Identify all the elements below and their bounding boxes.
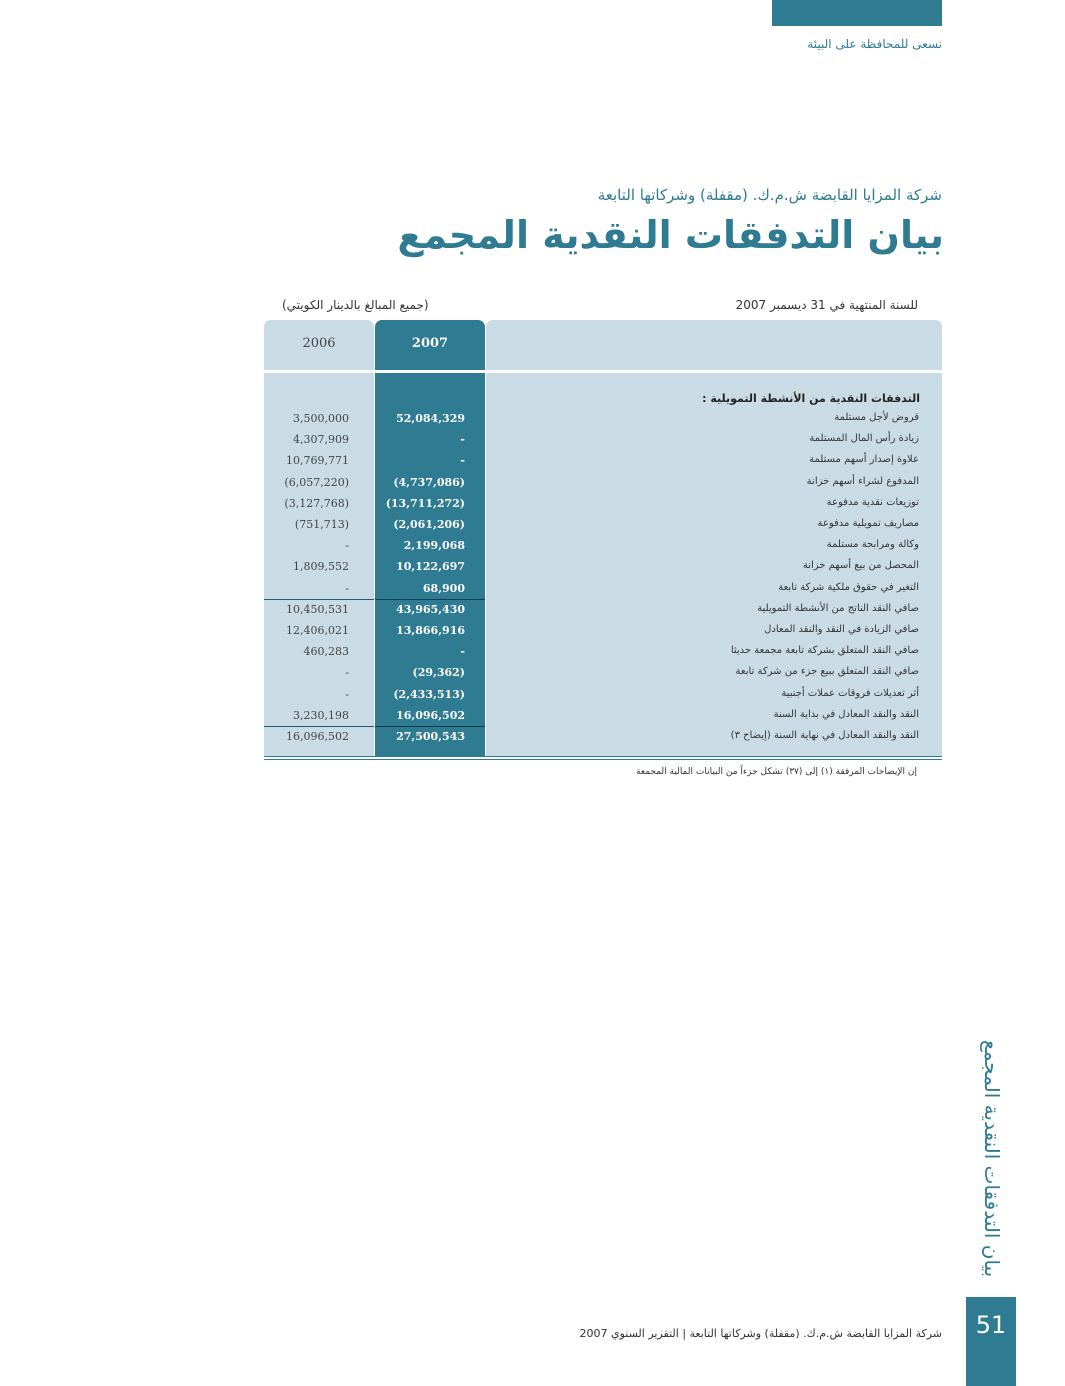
subtotal-rule — [264, 599, 374, 600]
value-2007: 10,122,697 — [396, 560, 465, 574]
row-label: توزيعات نقدية مدفوعة — [826, 496, 919, 508]
table-row — [264, 493, 942, 514]
value-2006: (6,057,220) — [284, 475, 349, 489]
subtotal-rule — [375, 726, 485, 727]
value-2006: 3,230,198 — [293, 708, 349, 722]
year-header-2006: 2006 — [302, 336, 336, 351]
value-2006: (3,127,768) — [284, 496, 349, 510]
row-label: علاوة إصدار أسهم مستلمة — [809, 454, 919, 466]
value-2006: - — [345, 666, 349, 680]
row-label: قروض لأجل مستلمة — [834, 412, 919, 423]
row-label: مصاريف تمويلية مدفوعة — [817, 518, 919, 529]
value-2007: (4,737,086) — [393, 475, 465, 489]
value-2007: 43,965,430 — [396, 602, 465, 616]
side-title: بيان التدفقات النقدية المجمع — [980, 1040, 1004, 1278]
value-2006: 460,283 — [303, 645, 349, 659]
value-2006: 4,307,909 — [293, 433, 349, 447]
table-row — [264, 705, 942, 726]
table-row — [264, 684, 942, 705]
value-2006: 16,096,502 — [286, 730, 349, 743]
table-bottom-rule — [264, 759, 942, 760]
row-label: النقد والنقد المعادل في بداية السنة — [773, 708, 919, 720]
value-2006: 12,406,021 — [286, 624, 349, 637]
subtotal-rule — [264, 726, 374, 727]
row-label: صافي الزيادة في النقد والنقد المعادل — [764, 624, 919, 635]
value-2007: 2,199,068 — [403, 539, 465, 553]
table-bottom-rule — [264, 756, 942, 757]
table-row — [264, 556, 942, 577]
table-row — [264, 599, 942, 620]
table-row — [264, 662, 942, 683]
row-label: المحصل من بيع أسهم خزانة — [802, 560, 919, 572]
row-label: وكالة ومرابحة مستلمة — [826, 539, 919, 551]
value-2006: - — [345, 687, 349, 701]
value-2007: 68,900 — [422, 581, 465, 595]
table-row — [264, 472, 942, 493]
value-2007: 16,096,502 — [396, 708, 465, 722]
row-label: النقد والنقد المعادل في نهاية السنة (إيضاح ٣) — [730, 730, 919, 741]
section-heading: التدفقات النقدية من الأنشطة التمويلية : — [702, 392, 920, 405]
year-header-2007: 2007 — [411, 336, 449, 351]
subtotal-rule — [375, 599, 485, 600]
period-label: للسنة المنتهية في 31 ديسمبر 2007 — [735, 298, 918, 312]
currency-note: (جميع المبالغ بالدينار الكويتي) — [282, 298, 429, 312]
table-row — [264, 514, 942, 535]
table-row — [264, 620, 942, 641]
table-row — [264, 726, 942, 747]
value-2007: - — [460, 433, 465, 447]
value-2007: 13,866,916 — [396, 624, 465, 637]
value-2006: 10,769,771 — [286, 454, 349, 468]
row-label: صافي النقد الناتج من الأنشطة التمويلية — [757, 602, 919, 614]
table-row — [264, 408, 942, 429]
row-label: التغير في حقوق ملكية شركة تابعة — [778, 581, 919, 593]
value-2007: (2,433,513) — [393, 687, 465, 701]
header-separator — [264, 370, 942, 373]
page-title: بيان التدفقات النقدية المجمع — [397, 213, 944, 257]
value-2006: - — [345, 539, 349, 553]
value-2007: (2,061,206) — [393, 518, 465, 531]
row-label: أثر تعديلات فروقات عملات أجنبية — [781, 687, 919, 699]
value-2006: - — [345, 581, 349, 595]
header-tagline: نسعى للمحافظة على البيئة — [807, 37, 942, 51]
value-2006: 10,450,531 — [286, 602, 349, 616]
table-row — [264, 450, 942, 471]
footer-text: شركة المزايا القابضة ش.م.ك. (مقفلة) وشركاتها التابعة | التقرير السنوي 2007 — [579, 1327, 942, 1340]
row-label: زيادة رأس المال المستلمة — [809, 433, 919, 445]
value-2007: (29,362) — [412, 666, 465, 680]
row-label: صافي النقد المتعلق بشركة تابعة مجمعة حديثا — [730, 645, 919, 657]
value-2006: (751,713) — [294, 518, 349, 531]
table-row — [264, 641, 942, 662]
value-2007: (13,711,272) — [385, 496, 465, 510]
value-2007: 27,500,543 — [396, 730, 465, 743]
value-2007: - — [460, 454, 465, 468]
top-accent-bar — [772, 0, 942, 26]
row-label: المدفوع لشراء أسهم خزانة — [806, 475, 919, 487]
table-row — [264, 578, 942, 599]
company-name: شركة المزايا القابضة ش.م.ك. (مقفلة) وشركاتها التابعة — [597, 186, 942, 204]
value-2006: 3,500,000 — [293, 412, 349, 425]
page-number: 51 — [975, 1311, 1007, 1339]
table-row — [264, 429, 942, 450]
value-2007: - — [460, 645, 465, 659]
table-row — [264, 535, 942, 556]
footnote: إن الإيضاحات المرفقة (١) إلى (٣٧) تشكل جزءاً من البيانات المالية المجمعة — [636, 767, 917, 777]
value-2006: 1,809,552 — [293, 560, 349, 574]
value-2007: 52,084,329 — [396, 412, 465, 425]
row-label: صافي النقد المتعلق ببيع جزء من شركة تابعة — [735, 666, 919, 678]
